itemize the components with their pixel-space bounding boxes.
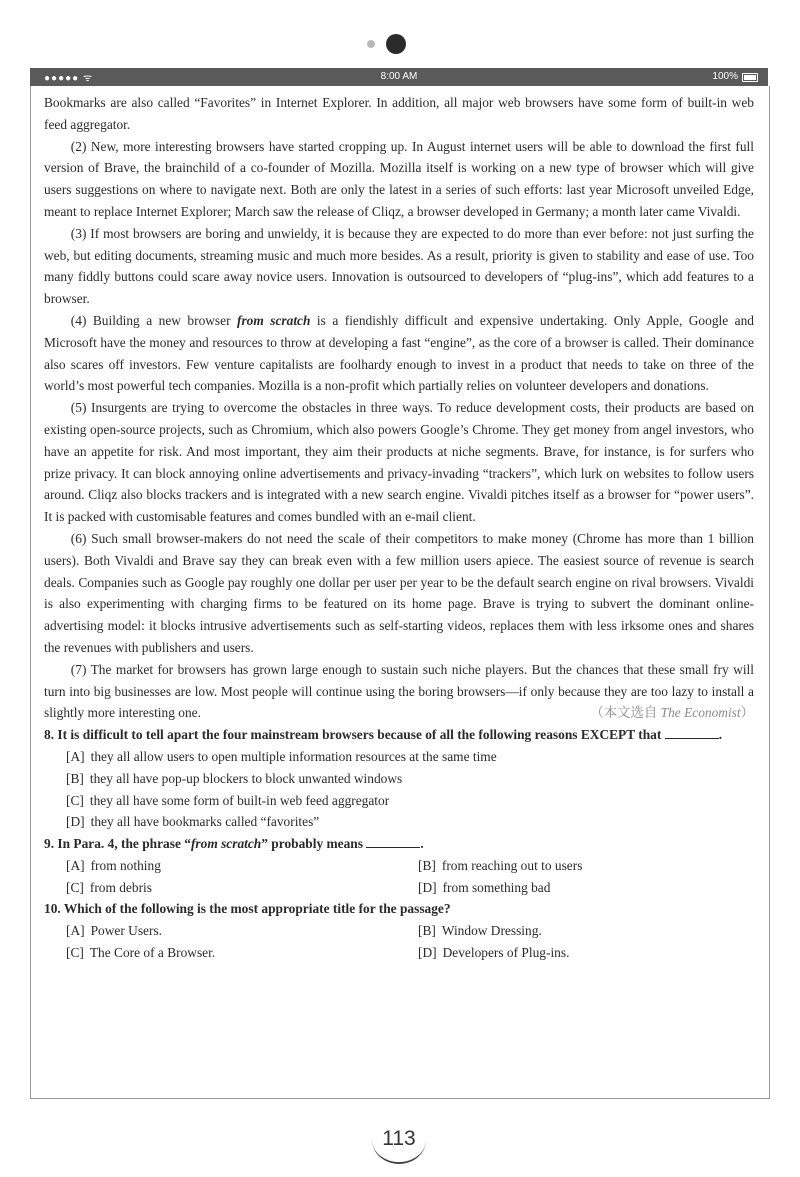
paragraph-7: [44, 659, 754, 724]
paragraph-6: (6) Such small browser-makers do not need the scale of their competitors to make money (Chrome has more than 1 billion users). Both Vivaldi and Brave say they can break even with a few million users apiece. The easiest source of revenue is search deals. Companies such as Google pay roughly one dollar per user per year to be the default search engine on rival browsers. Vivaldi is also experimenting with charging firms to be featured on its home page. Brave is trying to subvert the dominant online-advertising model: it blocks intrusive advertisements such as self-starting videos, replaces them with less irksome ones and shares the revenues with publishers and users.: [44, 530, 754, 655]
status-time: 8:00 AM: [380, 71, 418, 82]
paragraph-5: (5) Insurgents are trying to overcome the obstacles in three ways. To reduce development costs, their products are based on existing open-source projects, such as Chromium, which also powers Google’s Chrome. They get money from angel investors, who have an appetite for risk. And most important, they aim their products at niche segments. Brave, for instance, is for surfers who prize privacy. It can block annoying online advertisements and privacy-invading “trackers”, which lurk on websites to follow users around. Cliqz also blocks trackers and is integrated with a new search engine. Vivaldi pitches itself as a browser for “power users”. It is packed with customisable features and comes bundled with an e-mail client.: [44, 400, 754, 525]
option-10b[interactable]: [B] Window Dressing.: [418, 923, 542, 939]
option-8b[interactable]: [B] they all have pop-up blockers to block unwanted windows: [66, 770, 403, 786]
battery-percent: 100%: [712, 71, 738, 82]
question-10-options: [44, 920, 754, 964]
question-10: 10. Which of the following is the most appropriate title for the passage?: [44, 901, 451, 917]
camera-lens: [386, 34, 406, 54]
paragraph-2: (2) New, more interesting browsers have started cropping up. In August internet users will be able to download the first full version of Brave, the brainchild of a co-founder of Mozilla. Mozilla itself is working on a new type of browser which will give users suggestions on where to navigate next. Both are only the latest in a series of such efforts: last year Microsoft unveiled Edge, meant to replace Internet Explorer; March saw the release of Cliqz, a browser developed in Germany; a month later came Vivaldi.: [44, 138, 754, 219]
source-title: The Economist: [660, 705, 741, 721]
paragraph-3: (3) If most browsers are boring and unwieldy, it is because they are expected to do more than ever before: not just surfing the web, but editing documents, streaming music and much more besides. As a result, priority is given to stability and ease of use. Too many fiddly buttons could scare away novice users. Innovation is outsourced to developers of “plug-ins”, which add features to a browser.: [44, 225, 754, 307]
status-bar: [30, 68, 768, 86]
question-8: 8. It is difficult to tell apart the four mainstream browsers because of all the following reasons EXCEPT that .: [44, 727, 723, 743]
source-citation: （本文选自 The Economist）: [590, 705, 754, 721]
device-camera: [0, 34, 800, 54]
option-10a[interactable]: [A] Power Users.: [66, 923, 162, 939]
question-8-stem: It is difficult to tell apart the four mainstream browsers because of all the following reasons EXCEPT that: [57, 727, 662, 743]
paragraph-7-text: (7) The market for browsers has grown large enough to sustain such niche players. But the chances that these small fry will turn into big businesses are low. Most people will continue using the boring browsers—if only because they are too lazy to install a slightly more interesting one.: [44, 661, 754, 721]
option-8c[interactable]: [C] they all have some form of built-in web feed aggregator: [66, 792, 390, 808]
paragraph-4: [44, 310, 754, 397]
paragraph-4-end: is a fiendishly difficult and expensive undertaking. Only Apple, Google and Microsoft have the money and resources to throw at developing a fast “engine”, as the core of a browser is called. Their dominance also scares off investors. Few venture capitalists are foolhardy enough to invest in a product that needs to take on three of the world’s most powerful tech companies. Mozilla is a non-profit which partially relies on volunteer developers and donations.: [44, 312, 754, 394]
paragraph-4-start: (4) Building a new browser: [70, 312, 238, 328]
option-8d[interactable]: [D] they all have bookmarks called “favorites”: [66, 814, 320, 830]
option-9c[interactable]: [C] from debris: [66, 879, 152, 895]
option-9a[interactable]: [A] from nothing: [66, 857, 161, 873]
signal-icon: ●●●●● ᯤ: [44, 73, 94, 84]
question-9-options: [44, 855, 754, 899]
option-9d[interactable]: [D] from something bad: [418, 879, 551, 895]
option-8a[interactable]: [A] they all allow users to open multiple information resources at the same time: [66, 748, 497, 764]
article-content: [44, 92, 754, 964]
paragraph-1-end: Bookmarks are also called “Favorites” in Internet Explorer. In addition, all major web browsers have some form of built-in web feed aggregator.: [44, 95, 754, 132]
sensor-dot: [367, 40, 375, 48]
answer-blank: [665, 726, 719, 739]
phrase-from-scratch: from scratch: [237, 312, 311, 328]
question-9: 9. In Para. 4, the phrase “from scratch” probably means .: [44, 836, 424, 852]
option-10d[interactable]: [D] Developers of Plug-ins.: [418, 945, 570, 961]
option-9b[interactable]: [B] from reaching out to users: [418, 857, 583, 873]
question-8-options: [44, 746, 754, 833]
option-10c[interactable]: [C] The Core of a Browser.: [66, 945, 216, 961]
answer-blank: [366, 835, 420, 848]
page-number: 113: [372, 1116, 426, 1164]
battery-icon: [742, 73, 758, 82]
